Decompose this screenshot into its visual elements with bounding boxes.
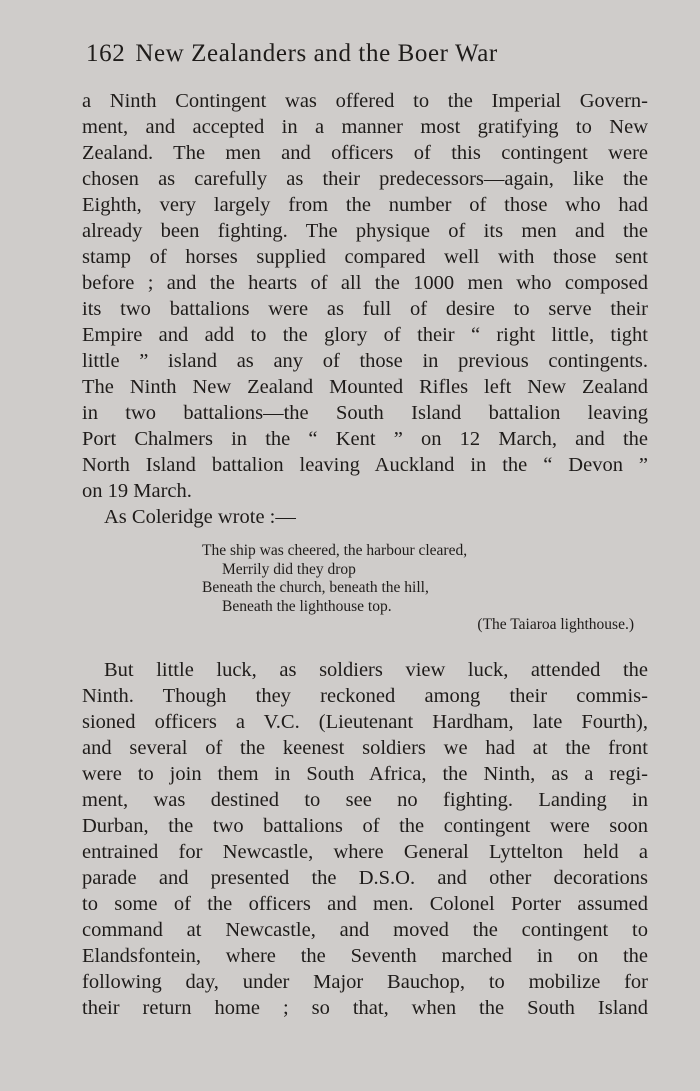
- text-line: their return home ; so that, when the South Island: [82, 997, 648, 1019]
- text-line: Zealand. The men and officers of this contingent were: [82, 142, 648, 164]
- verse-line: Merrily did they drop: [222, 560, 356, 578]
- paragraph-contingent-departure: [82, 88, 648, 530]
- text-line: command at Newcastle, and moved the contingent to: [82, 919, 648, 941]
- text-line: before ; and the hearts of all the 1000 men who composed: [82, 272, 648, 294]
- text-line: were to join them in South Africa, the Ninth, as a regi-: [82, 763, 648, 785]
- verse-line: The ship was cheered, the harbour cleared,: [202, 542, 468, 559]
- verse-attribution: (The Taiaroa lighthouse.): [477, 616, 634, 634]
- text-line: Eighth, very largely from the number of those who had: [82, 194, 648, 216]
- verse-line: Beneath the church, beneath the hill,: [202, 579, 429, 597]
- text-line: little ” island as any of those in previous contingents.: [82, 350, 648, 372]
- text-line: a Ninth Contingent was offered to the Imperial Govern-: [82, 90, 648, 112]
- paragraph-ninth-in-africa: [82, 657, 648, 1021]
- text-line: on 19 March.: [82, 480, 192, 502]
- page-number: 162: [86, 40, 126, 67]
- text-line: its two battalions were as full of desire to serve their: [82, 298, 648, 320]
- text-line: ment, was destined to see no fighting. Landing in: [82, 789, 648, 811]
- verse-intro: As Coleridge wrote :—: [104, 506, 296, 528]
- text-line: entrained for Newcastle, where General Lyttelton held a: [82, 841, 648, 863]
- text-line: following day, under Major Bauchop, to mobilize for: [82, 971, 648, 993]
- verse-line: Beneath the lighthouse top.: [222, 597, 392, 615]
- text-line: Durban, the two battalions of the contingent were soon: [82, 815, 648, 837]
- text-line: Port Chalmers in the “ Kent ” on 12 March, and the: [82, 428, 648, 450]
- text-line: in two battalions—the South Island battalion leaving: [82, 402, 648, 424]
- text-line: Elandsfontein, where the Seventh marched in on the: [82, 945, 648, 967]
- text-line: parade and presented the D.S.O. and other decorations: [82, 867, 648, 889]
- text-line: The Ninth New Zealand Mounted Rifles left New Zealand: [82, 376, 648, 398]
- text-line: Ninth. Though they reckoned among their commis-: [82, 685, 648, 707]
- text-line: and several of the keenest soldiers we had at the front: [82, 737, 648, 759]
- verse-quotation: [202, 542, 642, 635]
- text-line: North Island battalion leaving Auckland in the “ Devon ”: [82, 454, 648, 476]
- running-header: [86, 40, 618, 74]
- text-line: already been fighting. The physique of its men and the: [82, 220, 648, 242]
- text-line: chosen as carefully as their predecessors—again, like the: [82, 168, 648, 190]
- text-line: sioned officers a V.C. (Lieutenant Hardham, late Fourth),: [82, 711, 648, 733]
- text-line: Empire and add to the glory of their “ right little, tight: [82, 324, 648, 346]
- text-line: But little luck, as soldiers view luck, attended the: [104, 659, 648, 681]
- text-line: stamp of horses supplied compared well with those sent: [82, 246, 648, 268]
- running-title: New Zealanders and the Boer War: [135, 40, 498, 67]
- text-line: to some of the officers and men. Colonel Porter assumed: [82, 893, 648, 915]
- text-line: ment, and accepted in a manner most gratifying to New: [82, 116, 648, 138]
